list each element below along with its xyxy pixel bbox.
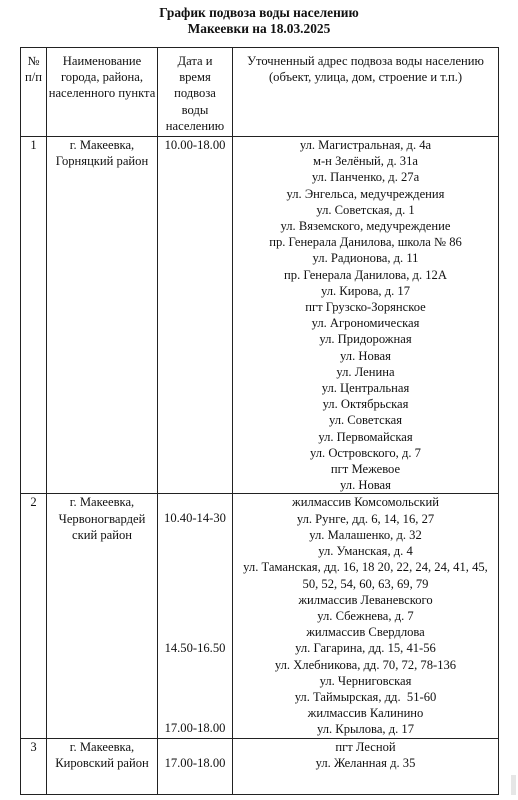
row-number: 3: [21, 738, 47, 794]
time-slot: 10.00-18.00: [164, 138, 226, 153]
address-line: пр. Генерала Данилова, школа № 86: [269, 235, 462, 250]
address-line: жилмассив Свердлова: [306, 625, 425, 640]
address-line: ул. Центральная: [321, 381, 410, 396]
page-edge-mark: [511, 775, 516, 795]
header-time: [158, 48, 233, 137]
address-line: ул. Первомайская: [318, 429, 413, 444]
address-line: ул. Вяземского, медучреждение: [280, 219, 451, 234]
address-line: ул. Советская: [328, 413, 403, 428]
title-line-1: График подвоза воды населению: [159, 5, 359, 20]
address-line: ул. Таймырская, дд. 51-60: [294, 689, 437, 704]
address-line: ул. Сбежнева, д. 7: [317, 608, 414, 623]
address-line: ул. Уманская, д. 4: [318, 544, 413, 559]
row-city: [47, 494, 158, 738]
time-slot: 10.40-14-30: [164, 511, 226, 526]
title-line-2: Макеевки на 18.03.2025: [187, 21, 331, 36]
city-line: г. Макеевка,: [69, 495, 135, 510]
address-line: ул. Панченко, д. 27а: [311, 170, 420, 185]
table-row: [21, 738, 499, 794]
address-line: пгт Межевое: [330, 462, 401, 477]
address-line: ул. Магистральная, д. 4а: [299, 138, 432, 153]
row-city: г. Макеевка, Горняцкий район: [47, 137, 158, 494]
row-number: 1: [21, 137, 47, 494]
address-line: пр. Генерала Данилова, д. 12А: [284, 267, 447, 282]
table-header-row: [21, 48, 499, 137]
address-line: пгт Лесной: [335, 739, 396, 754]
address-line: ул. Радионова, д. 11: [312, 251, 419, 266]
address-line: ул. Придорожная: [319, 332, 412, 347]
row-addresses: [233, 494, 499, 738]
address-line: ул. Агрономическая: [311, 316, 420, 331]
row-time: [158, 137, 233, 494]
row-addresses: [233, 137, 499, 494]
row-time: [158, 494, 233, 738]
time-slot: 14.50-16.50: [164, 641, 226, 656]
address-line: ул. Малашенко, д. 32: [309, 527, 422, 542]
header-city: Наименование города, района, населенного пункта: [47, 48, 158, 137]
header-number: № п/п: [21, 48, 47, 137]
address-line: ул. Рунге, дд. 6, 14, 16, 27: [296, 511, 435, 526]
address-line: пгт Грузско-Зорянское: [305, 300, 426, 315]
water-schedule-table: [20, 47, 499, 795]
table-row: [21, 494, 499, 738]
city-line: Червоногвардей: [58, 511, 146, 526]
address-line: ул. Черниговская: [319, 673, 412, 688]
row-time: [158, 738, 233, 794]
time-slot: 17.00-18.00: [164, 721, 226, 736]
address-line: ул. Островского, д. 7: [310, 445, 421, 460]
row-city: г. Макеевка, Кировский район: [47, 738, 158, 794]
table-row: [21, 137, 499, 494]
header-address-text: Уточненный адрес подвоза воды населению (объект, улица, дом, строение и т.п.): [247, 54, 484, 85]
row-addresses: [233, 738, 499, 794]
address-line: ул. Кирова, д. 17: [320, 283, 411, 298]
address-line: ул. Крылова, д. 17: [316, 722, 415, 737]
address-line: жилмассив Калинино: [307, 706, 424, 721]
address-line: ул. Таманская, дд. 16, 18 20, 22, 24, 24, 41, 45, 50, 52, 54, 60, 63, 69, 79: [243, 560, 488, 591]
address-line: м-н Зелёный, д. 31а: [313, 154, 418, 169]
document-title: [0, 5, 518, 37]
city-line: ский район: [72, 527, 132, 542]
address-line: ул. Новая: [340, 348, 391, 363]
address-line: ул. Советская, д. 1: [316, 202, 415, 217]
address-line: ул. Гагарина, дд. 15, 41-56: [295, 641, 436, 656]
address-line: ул. Октябрьская: [322, 397, 409, 412]
address-line: ул. Желанная д. 35: [315, 755, 416, 770]
address-line: жилмассив Комсомольский: [292, 495, 439, 510]
header-time-text: Дата и время подвоза воды населению: [165, 54, 225, 133]
address-line: ул. Новая: [340, 478, 391, 493]
time-slot: 17.00-18.00: [164, 755, 226, 770]
row-number: 2: [21, 494, 47, 738]
address-line: ул. Ленина: [336, 364, 395, 379]
address-line: жилмассив Леваневского: [298, 592, 433, 607]
address-line: ул. Хлебникова, дд. 70, 72, 78-136: [274, 657, 457, 672]
header-address: [233, 48, 499, 137]
address-line: ул. Энгельса, медучреждения: [286, 186, 445, 201]
